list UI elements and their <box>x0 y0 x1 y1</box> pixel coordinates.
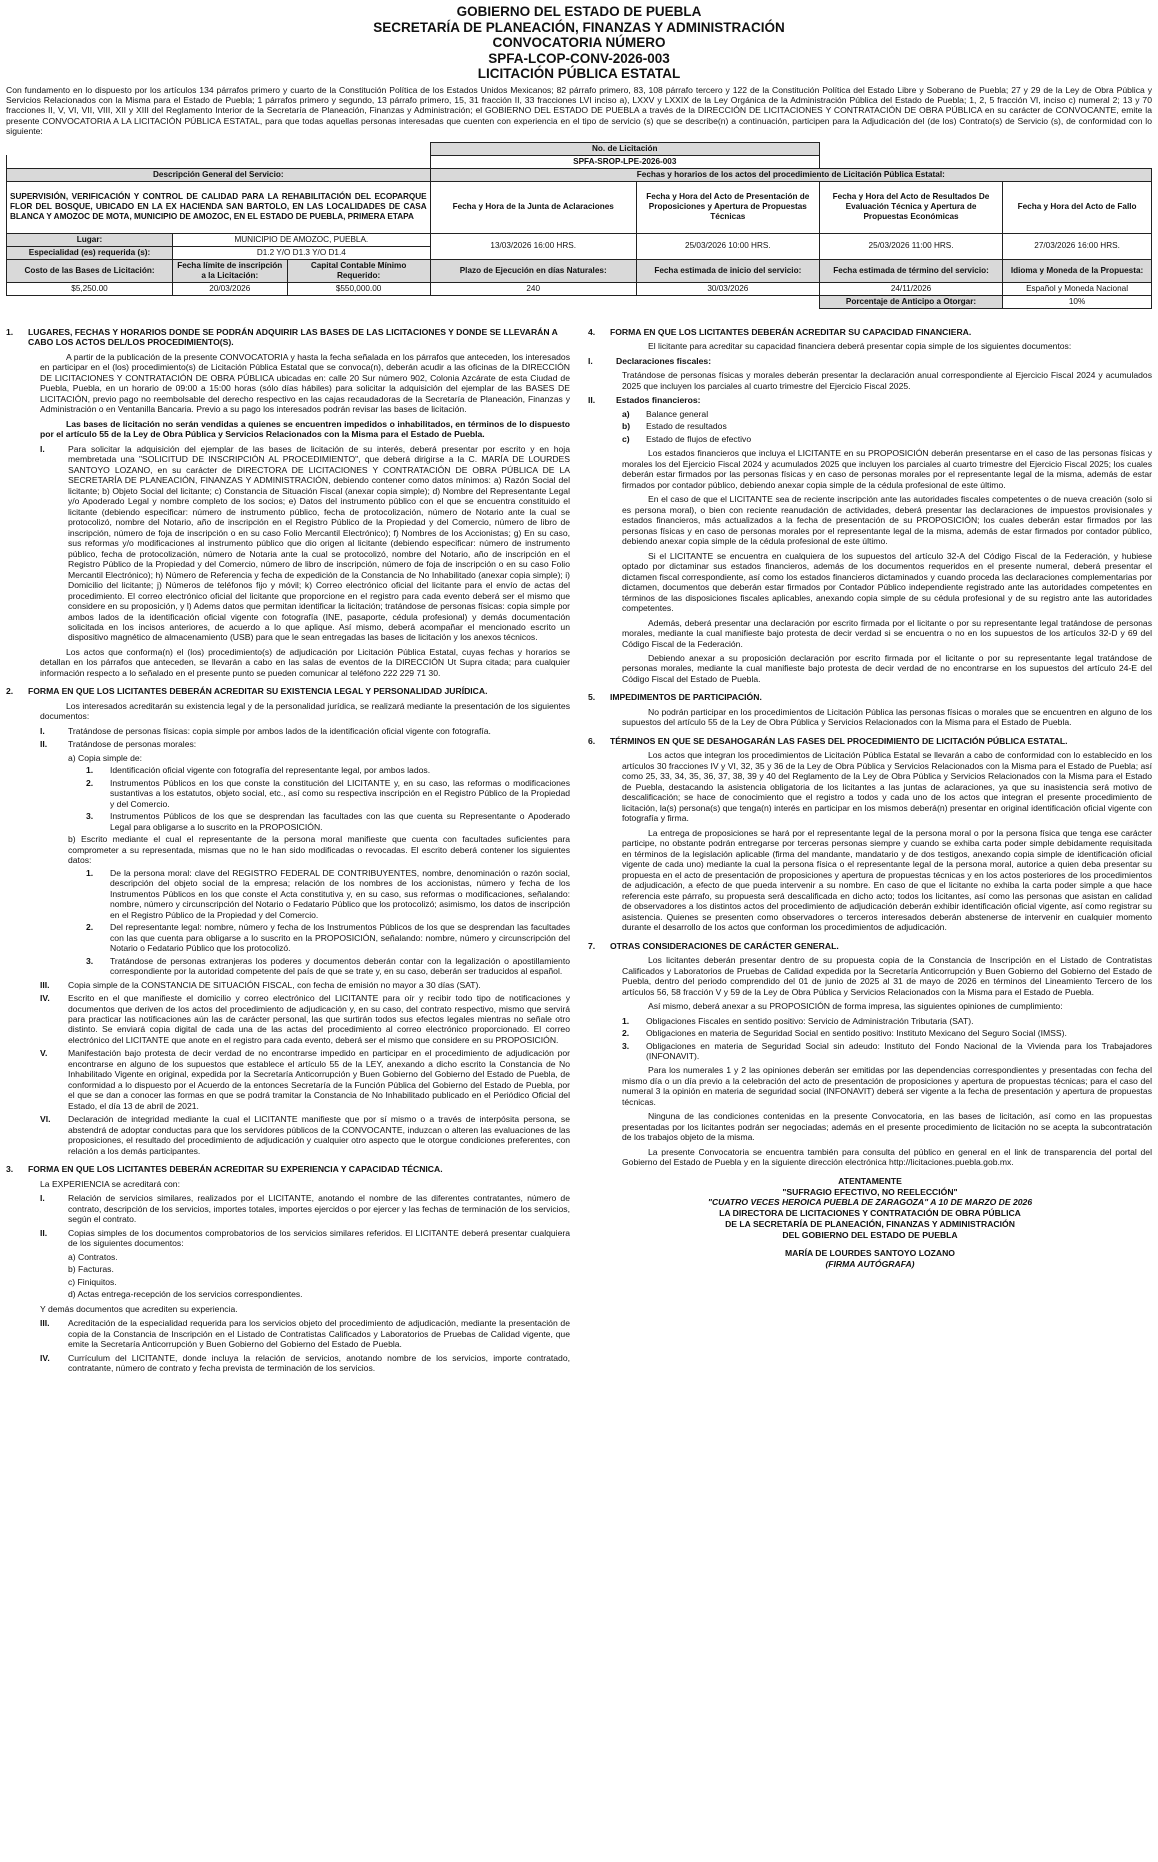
lettered-item <box>622 434 1152 444</box>
capital-value: $550,000.00 <box>287 282 430 295</box>
section-number: 6. <box>588 735 596 746</box>
location-value: MUNICIPIO DE AMOZOC, PUEBLA. <box>173 233 431 246</box>
sub-item <box>68 753 570 763</box>
list-text: Declaraciones fiscales: <box>616 355 712 366</box>
paragraph: Así mismo, deberá anexar a su PROPOSICIÓN de forma impresa, las siguientes opiniones de cumplimiento: <box>648 1001 1063 1012</box>
technical-proposals-date: 25/03/2026 10:00 HRS. <box>636 233 819 259</box>
numbered-item <box>622 1041 1152 1062</box>
list-item <box>40 726 570 736</box>
paragraph: El licitante para acreditar su capacidad financiera deberá presentar copia simple de los siguientes documentos: <box>648 341 1072 352</box>
list-marker: I. <box>40 1193 45 1204</box>
letter-marker: a) <box>622 408 630 419</box>
list-text: Declaración de integridad mediante la cual el LICITANTE manifieste que por sí mismo o a través de interpósita persona, se abstendrá de adoptar conductas para que los servidores públicos de la CONVOCANTE, induzcan o alteren las evaluaciones de las proposiciones, el resultado del procedimiento de adjudicación y cualquier otro aspecto que le otorgue condiciones preferentes, con relación a los demás participantes. <box>68 1114 570 1156</box>
sign-government: DEL GOBIERNO DEL ESTADO DE PUEBLA <box>782 1229 958 1240</box>
list-marker: II. <box>40 739 48 750</box>
list-text: Relación de servicios similares, realizados por el LICITANTE, anotando el nombre de las diferentes contratantes, número de contrato, descripción de los servicios, importes totales, importes ejercidos o por ejercer y las fechas de terminación de los servicios, según el contrato. <box>68 1193 570 1225</box>
list-marker: III. <box>40 979 50 990</box>
numbered-item <box>86 956 570 977</box>
header-type: LICITACIÓN PÚBLICA ESTATAL <box>477 66 681 81</box>
list-text: Manifestación bajo protesta de decir verdad de no encontrarse impedido en participar en el procedimiento de adjudicación por encontrarse en alguno de los supuestos que establece el artículo 55 de la LEY, anexando a dicho escrito la Constancia de No Inhabilitado Vigente en original, expedida por la Secretaría Anticorrupción y Buen Gobierno del Gobierno del Estado de Puebla, de conformidad a lo dispuesto por el Acuerdo de la entonces Secretaría de la Función Pública del Gobierno del Estado de Puebla, por el que se dan a conocer las formas en que se podrá tramitar la Constancia de No Inhabilitado publicado en el Periódico Oficial del Estado, el día 13 de abril de 2021. <box>68 1048 570 1111</box>
signature-block <box>588 1176 1152 1270</box>
paragraph: No podrán participar en los procedimientos de Licitación Pública las personas físicas o morales que se encuentren en alguno de los supuestos del artículo 55 de la Ley de Obra Pública y Servicios Relacionados con la Misma para el Estado de Puebla. <box>622 706 1152 728</box>
list-item <box>40 739 570 749</box>
list-item <box>40 444 570 643</box>
sub-item-text: c) Finiquitos. <box>68 1276 117 1287</box>
number-marker: 2. <box>622 1028 630 1039</box>
paragraph: Debiendo anexar a su proposición declaración por escrito firmada por el licitante o por su representante legal tratándose de personas morales, mediante la cual manifieste bajo protesta de decir verdad de no encontrarse en los supuestos del artículo 24-E del Código Fiscal del Estado de Puebla. <box>622 653 1152 684</box>
schedule-header: Fechas y horarios de los actos del procedimiento de Licitación Pública Estatal: <box>430 168 1151 181</box>
list-marker: I. <box>40 443 45 454</box>
lettered-text: Balance general <box>646 408 709 419</box>
paragraph: Tratándose de personas físicas y morales deberán presentar la declaración anual correspondiente al Ejercicio Fiscal 2024 y acumulados 2025 que incluyen los parciales al cuarto trimestre del Ejercicio Fiscal 2025. <box>622 370 1152 391</box>
paragraph: Para los numerales 1 y 2 las opiniones deberán ser emitidas por las dependencias correspondientes y presentadas con fecha del mismo día o un día previo a la celebración del acto de presentación de proposiciones y apertura de propuestas técnicas; para el caso del numeral 3 la opinión en materia de seguridad social (INFONAVIT) deberá ser vigente a la fecha de presentación y apertura de propuestas técnicas. <box>622 1065 1152 1107</box>
body-columns <box>6 319 1152 1377</box>
list-marker: I. <box>40 725 45 736</box>
numbered-item <box>86 778 570 809</box>
numbered-text: Identificación oficial vigente con fotografía del representante legal, por ambos lados. <box>110 765 431 776</box>
section-number: 3. <box>6 1164 14 1175</box>
term-value: 240 <box>430 282 636 295</box>
technical-proposals-header: Fecha y Hora del Acto de Presentación de Proposiciones y Apertura de Propuestas Técnicas <box>636 181 819 233</box>
service-description-label: Descripción General del Servicio: <box>7 168 431 181</box>
list-marker: IV. <box>40 1352 50 1363</box>
end-date-label: Fecha estimada de término del servicio: <box>819 259 1002 282</box>
tender-table <box>6 142 1152 309</box>
sub-item-text: d) Actas entrega-recepción de los servicios correspondientes. <box>68 1289 303 1300</box>
header-secretariat: SECRETARÍA DE PLANEACIÓN, FINANZAS Y ADMINISTRACIÓN <box>373 19 785 35</box>
list-item <box>588 356 1152 366</box>
lettered-text: Estado de resultados <box>646 421 727 432</box>
numbered-item <box>622 1028 1152 1038</box>
numbered-item <box>622 1016 1152 1026</box>
lettered-item <box>622 421 1152 431</box>
number-marker: 3. <box>86 811 94 822</box>
letter-marker: b) <box>622 421 631 432</box>
section-number: 4. <box>588 326 596 337</box>
paragraph: A partir de la publicación de la presente CONVOCATORIA y hasta la fecha señalada en los párrafos que anteceden, los interesados en participar en el (los) procedimiento(s) de Licitación Pública Estatal que se convoca(n), deberán acudir a las oficinas de la DIRECCIÓN DE LICITACIONES Y CONTRATACIÓN DE OBRA PÚBLICA ubicadas en: calle 20 Sur número 902, Colonia Azcárate de esta Ciudad de Puebla, Puebla, en un horario de 09:00 a 15:00 horas (sólo días hábiles) para solicitar la adquisición del ejemplar de las BASES DE LICITACIÓN, previo pago no reembolsable del derecho respectivo en las cajas recaudadoras de la Secretaría de Planeación, Finanzas y Administración o en Ventanilla Bancaria. Previo a su pago los interesados podrán revisar las bases de licitación. <box>40 351 570 415</box>
paragraph: Los actos que integran los procedimientos de Licitación Pública Estatal se llevarán a cabo de conformidad con lo establecido en los artículos 30 fracciones IV y VI, 32, 35 y 36 de la Ley de Obra Pública y Servicios Relacionados con la Misma para el Estado de Puebla; así como 25, 33, 34, 35, 36, 37, 38, 39 y 40 del Reglamento de la Ley de Obra Pública y Servicios Relacionados con la Misma para el Estado de Puebla, destacando la asistencia obligatoria de los licitantes a las juntas de aclaraciones, ya que su inasistencia será motivo de descalificación; se hace de conocimiento que el registro a todos y cada uno de los actos que integran el presente procedimiento de licitación, la(s) persona(s) que tenga(n) interés en participar en los mismos deberá(n) presentar en original identificación oficial vigente con fotografía y firma. <box>622 750 1152 824</box>
deadline-label: Fecha límite de inscripción a la Licitación: <box>173 259 288 282</box>
document-header <box>6 4 1152 82</box>
section-3-heading <box>6 1164 570 1174</box>
header-government: GOBIERNO DEL ESTADO DE PUEBLA <box>456 4 702 19</box>
number-marker: 2. <box>86 922 94 933</box>
advance-value: 10% <box>1003 295 1152 308</box>
sub-item-text: a) Contratos. <box>68 1251 118 1262</box>
list-text: Currículum del LICITANTE, donde incluya la relación de servicios, anotando nombre de los servicios, importe contratado, contratante, número de contrato y fecha prevista de terminación de los servicios. <box>68 1352 570 1374</box>
number-marker: 1. <box>622 1015 630 1026</box>
section-6-heading <box>588 736 1152 746</box>
sign-place-date: "CUATRO VECES HEROICA PUEBLA DE ZARAGOZA" A 10 DE MARZO DE 2026 <box>707 1197 1033 1208</box>
number-marker: 3. <box>622 1040 630 1051</box>
list-text: Estados financieros: <box>616 395 701 406</box>
signature-note: (FIRMA AUTÓGRAFA) <box>825 1258 915 1269</box>
lettered-item <box>622 409 1152 419</box>
cost-label: Costo de las Bases de Licitación: <box>7 259 173 282</box>
left-column <box>6 319 570 1377</box>
end-date-value: 24/11/2026 <box>819 282 1002 295</box>
list-text: Escrito en el que manifieste el domicilio y correo electrónico del LICITANTE para oír y recibir todo tipo de notificaciones y documentos que deriven de los actos del procedimiento de adjudicación y, en su caso, del contrato respectivo, mismo que servirá para practicar las notificaciones aún las de carácter personal, las que surtirán todos sus efectos legales mientras no señale otro distinto. Se enviará copia digital de cada una de las actas del procedimiento al correo electrónico proporcionado. El correo electrónico del LICITANTE que anote en el registro para cada evento, deberá ser el mismo que considere en su PROPOSICIÓN. <box>68 993 570 1045</box>
paragraph: Los interesados acreditarán su existencia legal y de la personalidad jurídica, se realizará mediante la presentación de los siguientes documentos: <box>40 700 570 722</box>
section-title: FORMA EN QUE LOS LICITANTES DEBERÁN ACREDITAR SU CAPACIDAD FINANCIERA. <box>610 326 972 337</box>
economic-proposals-date: 25/03/2026 11:00 HRS. <box>819 233 1002 259</box>
list-text: Copias simples de los documentos comprobatorios de los servicios similares referidos. El LICITANTE deberá presentar cualquiera de los siguientes documentos: <box>68 1227 570 1249</box>
sub-item <box>68 1252 570 1262</box>
sign-motto: "SUFRAGIO EFECTIVO, NO REELECCIÓN" <box>782 1186 958 1197</box>
paragraph: Las bases de licitación no serán vendidas a quienes se encuentren impedidos o inhabilitados, en términos de lo dispuesto por el artículo 55 de la Ley de Obra Pública y Servicios Relacionados con la Misma para el Estado de Puebla. <box>40 418 570 440</box>
paragraph: Los estados financieros que incluya el LICITANTE en su PROPOSICIÓN deberán presentarse en el caso de las personas físicas y morales los del Ejercicio Fiscal 2024 y acumulados 2025 que incluyen los parciales al cuarto trimestre del Ejercicio Fiscal 2025; los cuales deberán estar firmados por las personas físicas y en caso de personas morales por el representante legal de la misma, además de estar firmados por contador público, debiendo anexar copia simple de la cédula profesional de este último. <box>622 448 1152 490</box>
start-date-value: 30/03/2026 <box>636 282 819 295</box>
number-marker: 2. <box>86 777 94 788</box>
header-convocatoria: CONVOCATORIA NÚMERO <box>492 35 666 50</box>
section-title: FORMA EN QUE LOS LICITANTES DEBERÁN ACREDITAR SU EXPERIENCIA Y CAPACIDAD TÉCNICA. <box>28 1164 443 1175</box>
number-marker: 1. <box>86 867 94 878</box>
specialty-value: D1.2 Y/O D1.3 Y/O D1.4 <box>173 246 431 259</box>
capital-label: Capital Contable Mínimo Requerido: <box>287 259 430 282</box>
deadline-value: 20/03/2026 <box>173 282 288 295</box>
clarification-meeting-date: 13/03/2026 16:00 HRS. <box>430 233 636 259</box>
paragraph: Los actos que conforma(n) el (los) procedimiento(s) de adjudicación por Licitación Pública Estatal, cuyas fechas y horarios se detallan en los párrafos que anteceden, se llevarán a cabo en las salas de eventos de la DIRECCIÓN Ut Supra citada; para cualquier información respecto a lo señalado en el presente punto se pueden comunicar al teléfono 222 229 71 30. <box>40 646 570 678</box>
section-number: 1. <box>6 326 14 337</box>
specialty-label: Especialidad (es) requerida (s): <box>7 246 173 259</box>
numbered-text: Instrumentos Públicos de los que se desprendan las facultades con las que cuenta su Representante o Apoderado Legal para obligarse a lo suscrito en la PROPOSICIÓN. <box>110 811 570 832</box>
service-description-value: SUPERVISIÓN, VERIFICACIÓN Y CONTROL DE CALIDAD PARA LA REHABILITACIÓN DEL ECOPARQUE FLOR DEL BOSQUE, UBICADO EN LA EX HACIENDA SAN BARTOLO, EN LAS LOCALIDADES DE CASA BLANCA Y AMOZOC DE MOTA, MUNICIPIO DE AMOZOC, EN EL ESTADO DE PUEBLA, PRIMERA ETAPA <box>7 181 431 233</box>
list-text: Copia simple de la CONSTANCIA DE SITUACIÓN FISCAL, con fecha de emisión no mayor a 30 días (SAT). <box>68 979 481 990</box>
section-5-heading <box>588 692 1152 702</box>
language-currency-label: Idioma y Moneda de la Propuesta: <box>1003 259 1152 282</box>
numbered-text: De la persona moral: clave del REGISTRO FEDERAL DE CONTRIBUYENTES, nombre, denominación o razón social, descripción del objeto social de la empresa; relación de los nombres de los accionistas, número y fecha de los Instrumentos Públicos en los que conste el Acta constitutiva y, en su caso, sus reformas o modificaciones, señalando: nombre, número y circunscripción del Notario o Fedatario Público que los protocolizó; asimismo, los datos de inscripción en el Registro Público de la Propiedad y del Comercio. <box>110 867 570 920</box>
list-item <box>40 1114 570 1156</box>
clarification-meeting-header: Fecha y Hora de la Junta de Aclaraciones <box>430 181 636 233</box>
list-item <box>588 395 1152 405</box>
sub-item-text: a) Copia simple de: <box>68 752 143 763</box>
list-marker: II. <box>588 395 596 406</box>
numbered-text: Obligaciones en materia de Seguridad Social sin adeudo: Instituto del Fondo Nacional de la Vivienda para los Trabajadores (INFONAVIT). <box>646 1040 1152 1061</box>
letter-marker: c) <box>622 433 630 444</box>
paragraph: Además, deberá presentar una declaración por escrito firmada por el licitante o por su representante legal tratándose de personas morales, mediante la cual manifieste bajo protesta de decir verdad si se encuentra o no en los supuestos de los artículos 32-D y 69 del Código Fiscal de la Federación. <box>622 617 1152 649</box>
sub-item <box>68 1289 570 1299</box>
right-column <box>588 319 1152 1377</box>
tender-number-label: No. de Licitación <box>430 142 819 155</box>
list-item <box>40 1228 570 1249</box>
section-1-heading <box>6 327 570 348</box>
advance-label: Porcentaje de Anticipo a Otorgar: <box>819 295 1002 308</box>
paragraph: La entrega de proposiciones se hará por el representante legal de la persona moral o por la persona física que tenga ese carácter participe, no obstante podrán entregarse por terceras personas siempre y cuando se exhiba carta poder simple debidamente requisitada en términos de la legislación aplicable (firma del mandante, mandatario y de dos testigos, anexando copia simple de identificación oficial vigente de cada uno) mediante la cual la persona física o el representante legal de la persona moral, autorice a quien deba presentar su propuesta en el acto de presentación de proposiciones y apertura de propuestas técnicas y en los actos posteriores de los procedimientos de adjudicación, a efecto de que pueda intervenir a su nombre. En caso de que el licitante no exhiba la carta poder simple a que hace referencia este párrafo, su propuesta será descalificada en dicho acto; todos los licitantes, así como las personas que asistan en calidad de observadores a los distintos actos del procedimiento de adjudicación deberán exhibir identificación oficial vigente, así como registrar su asistencia. Quienes se presenten como observadores o terceros interesados deberán abstenerse de intervenir en cualquier momento durante el desarrollo de los actos que conforman los procedimientos de adjudicación. <box>622 827 1152 933</box>
numbered-item <box>86 811 570 832</box>
list-item <box>40 1353 570 1374</box>
section-2-heading <box>6 686 570 696</box>
numbered-text: Obligaciones Fiscales en sentido positivo: Servicio de Administración Tributaria (SAT). <box>646 1015 974 1026</box>
section-number: 2. <box>6 686 14 697</box>
sub-item-text: b) Escrito mediante el cual el representante de la persona moral manifieste que cuenta con facultades suficientes para comprometer a su representada, mismas que no le han sido modificadas o revocadas. El escrito deberá contener los siguientes datos: <box>68 834 570 866</box>
list-text: Para solicitar la adquisición del ejemplar de las bases de licitación de su interés, deberá presentar por escrito y en hoja membretada una "SOLICITUD DE INSCRIPCIÓN AL PROCEDIMIENTO", que deberá dirigirse a la C. MARÍA DE LOURDES SANTOYO LOZANO, en su carácter de DIRECTORA DE LICITACIONES Y CONTRATACIÓN DE OBRA PÚBLICA DE LA SECRETARÍA DE PLANEACIÓN, FINANZAS Y ADMINISTRACIÓN, debiendo contener como datos mínimos: a) Razón Social del licitante; b) Objeto Social del licitante; c) Constancia de Situación Fiscal (anexar copia simple); d) Nombre del Representante Legal y/o Apoderado Legal y nombre completo de los socios; e) Datos del instrumento público con el que se encuentra constituido el licitante (debiendo especificar: número de instrumento público, fecha de protocolización, número de Notario ante la cual se protocolizó, nombre del Notario, año de inscripción en el Registro Público de la Propiedad y del Comercio, número de libro de inscripción, número de foja de inscripción o en su caso Folio Mercantil Electrónico); f) Nombres de los Accionistas; g) En su caso, sus reformas y/o modificaciones al instrumento público que dio origen al licitante (debiendo especificar: número de instrumento público, fecha de protocolización, número de Notaria ante la cual se protocolizó, nombre del Notario, año de inscripción en el Registro Público de la Propiedad y del Comercio, número de libro de inscripción, número de foja de inscripción o en su caso Folio Mercantil Electrónico); h) Número de Referencia y fecha de expedición de la Constancia de No Inhabilitado (anexar copia simple); i) Domicilio del licitante; j) Números de teléfonos fijo y móvil; k) Correo electrónico oficial del licitante para el envío de actas del procedimiento. El correo electrónico oficial del licitante que proporcione en el registro para cada evento deberá ser el mismo que considere en su proposición, y l) Adems datos que permitan identificar la licitación; tratándose de personas físicas: copia simple por ambos lados de la identificación oficial vigente con fotografía (INE, pasaporte, cédula profesional) y demás documentación solicitada en los incisos anteriores, de acuerdo a lo que aplique. Así mismo, deberá acompañar el mencionado escrito un dispositivo magnético de almacenamiento (USB) para que le sean entregadas las bases de licitación y los anexos técnicos. <box>68 443 570 643</box>
section-title: IMPEDIMENTOS DE PARTICIPACIÓN. <box>610 692 762 703</box>
numbered-item <box>86 868 570 920</box>
sign-closing: ATENTAMENTE <box>838 1175 902 1186</box>
paragraph: En el caso de que el LICITANTE sea de reciente inscripción ante las autoridades fiscales competentes o de nueva creación (solo si es persona moral), o bien con reciente reanudación de actividades, deberá presentar las declaraciones de impuestos provisionales y estados financieros, más actualizados a la fecha de presentación de su PROPOSICIÓN; los cuales deberán estar firmados por las personas físicas y en caso de personas morales por el representante legal de la misma, además de estar firmados por contador público, debiendo anexar copia simple de la cédula profesional de este último. <box>622 494 1152 547</box>
paragraph: Si el LICITANTE se encuentra en cualquiera de los supuestos del artículo 32-A del Código Fiscal de la Federación, y hubiese optado por dictaminar sus estados financieros, además de los documentos requeridos en el presente numeral, deberá presentar el dictamen fiscal correspondiente, así como los estados financieros dictaminados y cuando proceda las declaraciones complementarias por dictamen, documentos que deberán estar firmados por Contador Público independiente registrado ante las autoridades competentes en términos de las disposiciones fiscales aplicables, anexando copia simple de su cédula profesional y de su registro ante las autoridades competentes. <box>622 550 1152 614</box>
ruling-header: Fecha y Hora del Acto de Fallo <box>1003 181 1152 233</box>
list-marker: VI. <box>40 1114 51 1125</box>
section-number: 7. <box>588 940 596 951</box>
lettered-text: Estado de flujos de efectivo <box>646 433 752 444</box>
sub-item <box>68 1264 570 1274</box>
section-title: OTRAS CONSIDERACIONES DE CARÁCTER GENERAL. <box>610 940 839 951</box>
signer-name: MARÍA DE LOURDES SANTOYO LOZANO <box>785 1248 955 1259</box>
list-marker: II. <box>40 1227 48 1238</box>
numbered-text: Tratándose de personas extranjeras los poderes y documentos deberán contar con la legalización o apostillamiento correspondiente por la autoridad competente del país de que se trate y, en su caso, deberán ser traducidos al español. <box>110 955 570 977</box>
sub-item <box>68 1277 570 1287</box>
location-label: Lugar: <box>7 233 173 246</box>
list-marker: III. <box>40 1318 50 1329</box>
numbered-item <box>86 765 570 775</box>
paragraph: Y demás documentos que acrediten su experiencia. <box>40 1303 238 1314</box>
sign-secretariat: DE LA SECRETARÍA DE PLANEACIÓN, FINANZAS Y ADMINISTRACIÓN <box>725 1218 1015 1229</box>
number-marker: 3. <box>86 955 94 966</box>
sign-position: LA DIRECTORA DE LICITACIONES Y CONTRATACIÓN DE OBRA PÚBLICA <box>719 1208 1021 1219</box>
term-label: Plazo de Ejecución en días Naturales: <box>430 259 636 282</box>
list-item <box>40 1318 570 1349</box>
paragraph: Los licitantes deberán presentar dentro de su propuesta copia de la Constancia de Inscripción en el Listado de Contratistas Calificados y Laboratorios de Pruebas de Calidad expedida por la Secretaría Anticorrupción y Buen Gobierno del Gobierno del Estado de Puebla, dentro del periodo comprendido del 01 de junio de 2025 al 31 de mayo de 2026 en términos del Lineamiento Tercero de los artículos 56, 58 fracción V y 59 de la Ley de Obra Pública y Servicios Relacionados con la Misma para el Estado de Puebla. <box>622 955 1152 997</box>
list-item <box>40 1193 570 1224</box>
sub-item <box>68 834 570 865</box>
list-item <box>40 993 570 1045</box>
transparency-paragraph: La presente Convocatoria se encuentra también para consulta del público en general en el link de transparencia del portal del Gobierno del Estado de Puebla y en la siguiente dirección electrónica http://licitaciones.puebla.gob.mx. <box>622 1146 1152 1168</box>
section-title: LUGARES, FECHAS Y HORARIOS DONDE SE PODRÁN ADQUIRIR LAS BASES DE LAS LICITACIONES Y DONDE SE LLEVARÁN A CABO LOS ACTOS DEL/LOS PROCEDIMIENTO(S). <box>28 326 558 348</box>
numbered-text: Instrumentos Públicos en los que conste la constitución del LICITANTE y, en su caso, las reformas o modificaciones sustantivas a los estatutos, objeto social, etc., así como su respectiva inscripción en el Registro Público de la Propiedad y del Comercio. <box>110 777 570 809</box>
ruling-date: 27/03/2026 16:00 HRS. <box>1003 233 1152 259</box>
cost-value: $5,250.00 <box>7 282 173 295</box>
list-text: Tratándose de personas físicas: copia simple por ambos lados de la identificación oficial vigente con fotografía. <box>68 725 491 736</box>
start-date-label: Fecha estimada de inicio del servicio: <box>636 259 819 282</box>
section-7-heading <box>588 941 1152 951</box>
numbered-text: Obligaciones en materia de Seguridad Social en sentido positivo: Instituto Mexicano del Seguro Social (IMSS). <box>646 1028 1067 1039</box>
numbered-text: Del representante legal: nombre, número y fecha de los Instrumentos Públicos de los que se desprendan las facultades con las que cuenta para obligarse a lo suscrito en la PROPOSICIÓN, señalando: nombre, número y circunscripción del Notario o Fedatario Público que los protocolizó. <box>110 922 570 954</box>
list-marker: I. <box>588 355 593 366</box>
header-number: SPFA-LCOP-CONV-2026-003 <box>488 50 670 66</box>
list-text: Acreditación de la especialidad requerida para los servicios objeto del procedimiento de adjudicación, mediante la presentación de copia de la Constancia de Inscripción en el Listado de Contratistas Calificados y Laboratorios de Pruebas de Calidad vigente, que emite la Secretaría Anticorrupción y Buen Gobierno del Gobierno del Estado de Puebla. <box>68 1318 570 1350</box>
list-text: Tratándose de personas morales: <box>68 739 197 750</box>
list-marker: V. <box>40 1048 48 1059</box>
intro-paragraph: Con fundamento en lo dispuesto por los artículos 134 párrafos primero y cuarto de la Constitución Política de los Estados Unidos Mexicanos; 82 párrafo primero, 83, 108 párrafo tercero y 122 de la Constitución Política del Estado Libre y Soberano de Puebla; 27 y 29 de la Ley de Obra Pública y Servicios Relacionados con la Misma para el Estado de Puebla; 1 párrafos primero y segundo, 13 párrafo primero, 15, 31 fracción II, 33 fracciones LVI inciso a), LXXV y LXXIX de la Ley Orgánica de la Administración Pública del Estado de Puebla; 1, 2, 5 fracción VI, inciso c) numeral 2; 13 y 70 fracciones II, V, VI, VII, VIII, XII y XIII del Reglamento Interior de la Secretaría de Planeación, Finanzas y Administración; el GOBIERNO DEL ESTADO DE PUEBLA a través de la DIRECCIÓN DE LICITACIONES Y CONTRATACIÓN DE OBRA PÚBLICA en su carácter de CONVOCANTE, emite la presente CONVOCATORIA A LA LICITACIÓN PÚBLICA ESTATAL, para que todas aquellas personas interesadas que cuenten con experiencia en el tipo de servicio (s) que se describe(n) a continuación, participen para la Adjudicación del (de los) Contrato(s) de Servicio (s), de conformidad con lo siguiente: <box>6 84 1152 137</box>
section-number: 5. <box>588 692 596 703</box>
list-item <box>40 1048 570 1111</box>
section-4-heading <box>588 327 1152 337</box>
list-marker: IV. <box>40 993 50 1004</box>
paragraph: Ninguna de las condiciones contenidas en la presente Convocatoria, en las bases de licitación, así como en las propuestas presentadas por los licitantes podrán ser negociadas; además en el presente procedimiento de licitación no se acepta la subcontratación de los trabajos objeto de la misma. <box>622 1111 1152 1143</box>
list-item <box>40 980 570 990</box>
tender-number-value: SPFA-SROP-LPE-2026-003 <box>430 155 819 168</box>
paragraph: La EXPERIENCIA se acreditará con: <box>40 1178 180 1189</box>
language-currency-value: Español y Moneda Nacional <box>1003 282 1152 295</box>
section-title: TÉRMINOS EN QUE SE DESAHOGARÁN LAS FASES DEL PROCEDIMIENTO DE LICITACIÓN PÚBLICA ESTATAL. <box>610 735 1068 746</box>
section-title: FORMA EN QUE LOS LICITANTES DEBERÁN ACREDITAR SU EXISTENCIA LEGAL Y PERSONALIDAD JURÍDICA. <box>28 686 488 697</box>
sub-item-text: b) Facturas. <box>68 1264 114 1275</box>
numbered-item <box>86 922 570 953</box>
economic-proposals-header: Fecha y Hora del Acto de Resultados De Evaluación Técnica y Apertura de Propuestas Económicas <box>819 181 1002 233</box>
number-marker: 1. <box>86 765 94 776</box>
